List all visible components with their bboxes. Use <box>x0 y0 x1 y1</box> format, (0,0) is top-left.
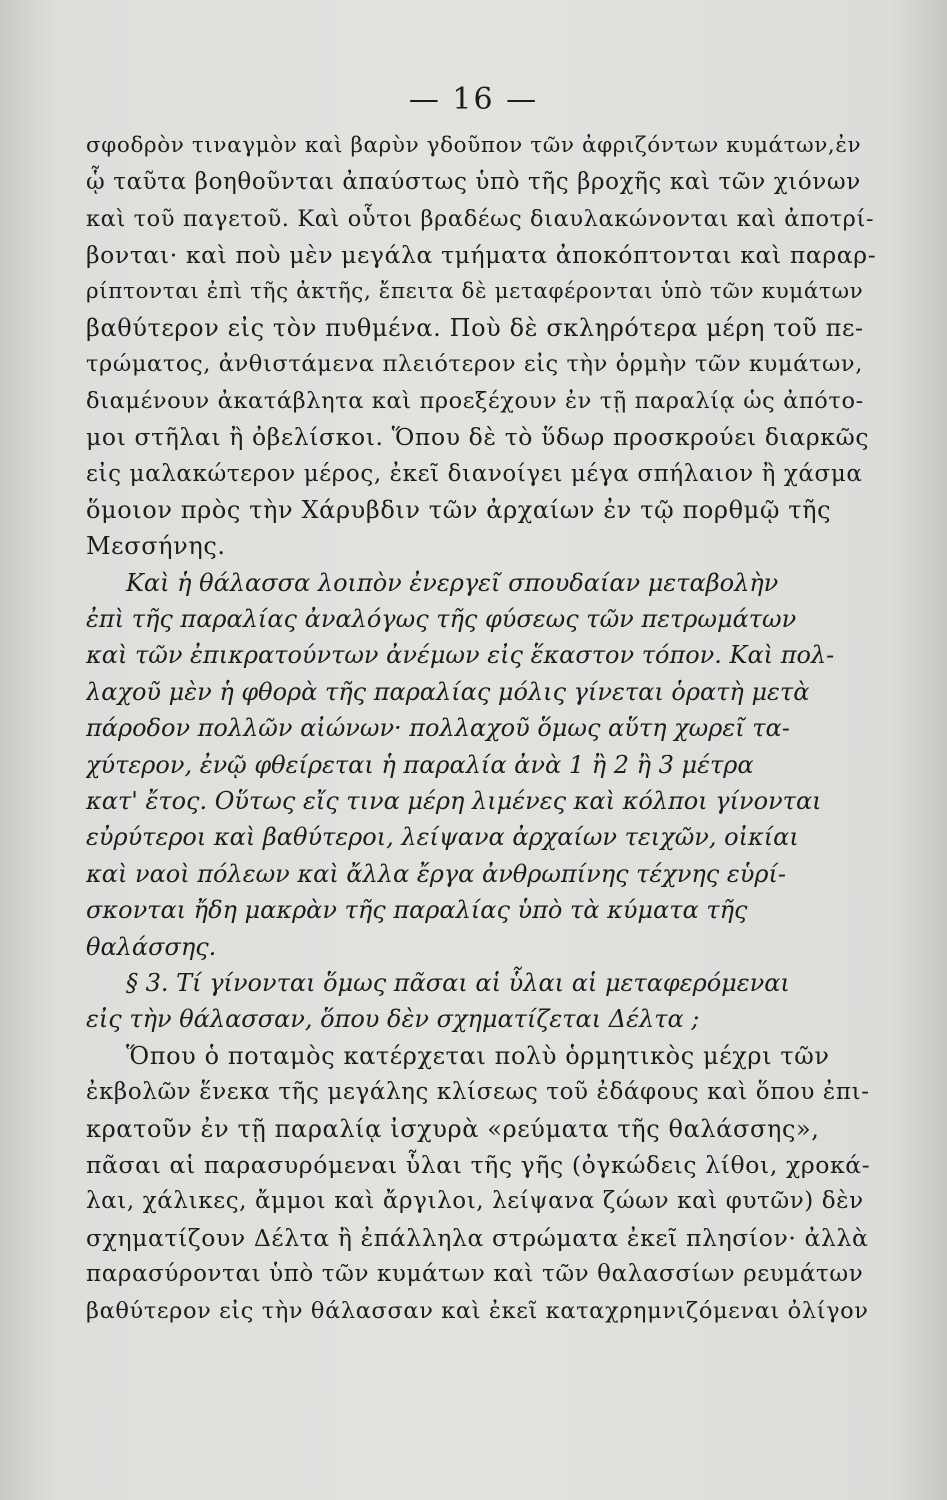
text-line: βαθύτερον εἰς τὴν θάλασσαν καὶ ἐκεῖ καταχρημνιζόμεναι ὀλίγον <box>86 1297 869 1324</box>
text-line: βονται· καὶ ποὺ μὲν μεγάλα τμήματα ἀποκόπτονται καὶ παραρ- <box>86 241 876 270</box>
text-line: ὅμοιον πρὸς τὴν Χάρυβδιν τῶν ἀρχαίων ἐν τῷ πορθμῷ τῆς <box>86 495 832 524</box>
text-line: μοι στῆλαι ἢ ὀβελίσκοι. Ὅπου δὲ τὸ ὕδωρ προσκρούει διαρκῶς <box>86 423 870 452</box>
page-number: — 16 — <box>408 82 539 117</box>
text-line: σκονται ἤδη μακρὰν τῆς παραλίας ὑπὸ τὰ κύματα τῆς <box>86 896 748 925</box>
text-line: χύτερον, ἐνῷ φθείρεται ἡ παραλία ἀνὰ 1 ἢ 2 ἢ 3 μέτρα <box>86 750 754 779</box>
text-line: παρασύρονται ὑπὸ τῶν κυμάτων καὶ τῶν θαλασσίων ρευμάτων <box>86 1261 864 1288</box>
text-line: Καὶ ἡ θάλασσα λοιπὸν ἐνεργεῖ σπουδαίαν μεταβολὴν <box>126 568 779 597</box>
text-line: τρώματος, ἀνθιστάμενα πλειότερον εἰς τὴν ὁρμὴν τῶν κυμάτων, <box>86 351 863 378</box>
text-line: λαχοῦ μὲν ἡ φθορὰ τῆς παραλίας μόλις γίνεται ὁρατὴ μετὰ <box>86 677 810 706</box>
text-line: κατ' ἔτος. Οὕτως εἴς τινα μέρη λιμένες καὶ κόλποι γίνονται <box>86 787 822 816</box>
text-line: ρίπτονται ἐπὶ τῆς ἀκτῆς, ἔπειτα δὲ μεταφέρονται ὑπὸ τῶν κυμάτων <box>86 278 864 304</box>
text-line: ἐπὶ τῆς παραλίας ἀναλόγως τῆς φύσεως τῶν πετρωμάτων <box>86 605 797 634</box>
text-line: εἰς τὴν θάλασσαν, ὅπου δὲν σχηματίζεται Δέλτα ; <box>86 1005 700 1034</box>
text-line: εἰς μαλακώτερον μέρος, ἐκεῖ διανοίγει μέγα σπήλαιον ἢ χάσμα <box>86 460 863 487</box>
text-line: λαι, χάλικες, ἄμμοι καὶ ἄργιλοι, λείψανα ζώων καὶ φυτῶν) δὲν <box>86 1188 864 1215</box>
text-line: σχηματίζουν Δέλτα ἢ ἐπάλληλα στρώματα ἐκεῖ πλησίον· ἀλλὰ <box>86 1223 869 1252</box>
text-line: ᾧ ταῦτα βοηθοῦνται ἀπαύστως ὑπὸ τῆς βροχῆς καὶ τῶν χιόνων <box>86 169 861 196</box>
text-line: ἐκβολῶν ἕνεκα τῆς μεγάλης κλίσεως τοῦ ἐδάφους καὶ ὅπου ἐπι- <box>86 1079 870 1106</box>
text-line: βαθύτερον εἰς τὸν πυθμένα. Ποὺ δὲ σκληρότερα μέρη τοῦ πε- <box>86 313 864 342</box>
text-line: καὶ ναοὶ πόλεων καὶ ἄλλα ἔργα ἀνθρωπίνης τέχνης εὑρί- <box>86 859 786 888</box>
text-line: Ὅπου ὁ ποταμὸς κατέρχεται πολὺ ὁρμητικὸς μέχρι τῶν <box>126 1041 830 1070</box>
text-line: εὐρύτεροι καὶ βαθύτεροι, λείψανα ἀρχαίων τειχῶν, οἰκίαι <box>86 823 799 852</box>
text-line: § 3. Τί γίνονται ὅμως πᾶσαι αἱ ὗλαι αἱ μεταφερόμεναι <box>126 968 790 997</box>
text-line: καὶ τῶν ἐπικρατούντων ἀνέμων εἰς ἕκαστον τόπον. Καὶ πολ- <box>86 641 835 670</box>
body-text <box>86 128 876 1329</box>
text-line: καὶ τοῦ παγετοῦ. Καὶ οὗτοι βραδέως διαυλακώνονται καὶ ἀποτρί- <box>86 205 875 232</box>
text-line: πᾶσαι αἱ παρασυρόμεναι ὗλαι τῆς γῆς (ὀγκώδεις λίθοι, χροκά- <box>86 1150 871 1179</box>
text-line: θαλάσσης. <box>86 932 217 961</box>
text-line: πάροδον πολλῶν αἰώνων· πολλαχοῦ ὅμως αὕτη χωρεῖ τα- <box>86 714 790 743</box>
text-line: σφοδρὸν τιναγμὸν καὶ βαρὺν γδοῦπον τῶν ἀφριζόντων κυμάτων,ἐν <box>86 133 862 158</box>
text-line: κρατοῦν ἐν τῇ παραλίᾳ ἰσχυρὰ «ρεύματα τῆς θαλάσσης», <box>86 1114 820 1143</box>
text-line: διαμένουν ἀκατάβλητα καὶ προεξέχουν ἐν τῇ παραλίᾳ ὡς ἀπότο- <box>86 387 864 414</box>
text-line: Μεσσήνης. <box>86 532 226 561</box>
